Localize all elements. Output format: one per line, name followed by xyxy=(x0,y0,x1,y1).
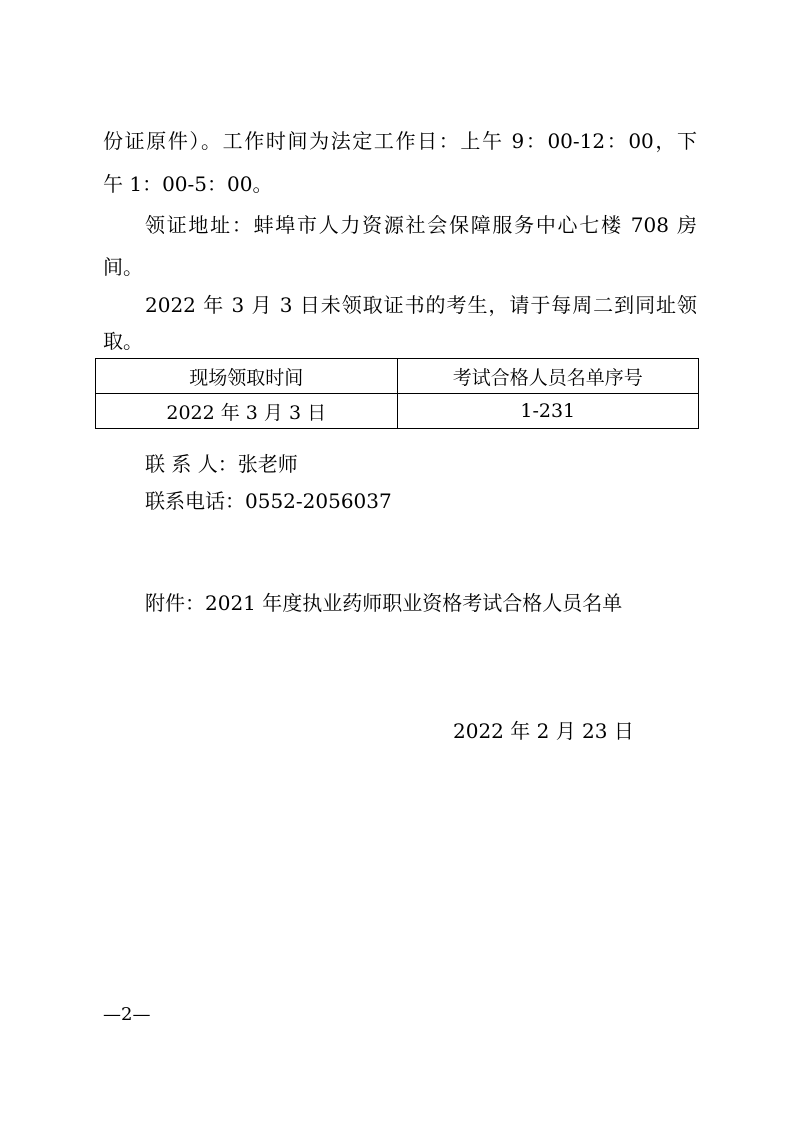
paragraph-line: 午 1：00-5：00。 xyxy=(103,172,273,196)
contact-person: 联 系 人：张老师 xyxy=(145,452,298,476)
page-number: —2— xyxy=(103,1004,151,1025)
document-date: 2022 年 2 月 23 日 xyxy=(453,719,634,743)
attachment-note: 附件：2021 年度执业药师职业资格考试合格人员名单 xyxy=(145,591,623,615)
table-cell: 2022 年 3 月 3 日 xyxy=(96,394,398,429)
paragraph-line: 领证地址：蚌埠市人力资源社会保障服务中心七楼 708 房 xyxy=(145,213,697,237)
table-row xyxy=(96,394,699,429)
pickup-schedule-table xyxy=(95,358,699,429)
paragraph-line: 取。 xyxy=(103,329,143,353)
table-header-cell: 考试合格人员名单序号 xyxy=(397,359,699,394)
contact-phone: 联系电话：0552-2056037 xyxy=(145,489,392,513)
paragraph-line: 份证原件）。工作时间为法定工作日：上午 9：00-12：00，下 xyxy=(103,129,697,153)
paragraph-line: 间。 xyxy=(103,255,143,279)
table-header-row xyxy=(96,359,699,394)
table-header-cell: 现场领取时间 xyxy=(96,359,398,394)
table-cell: 1-231 xyxy=(397,394,699,429)
paragraph-line: 2022 年 3 月 3 日未领取证书的考生，请于每周二到同址领 xyxy=(145,293,697,317)
